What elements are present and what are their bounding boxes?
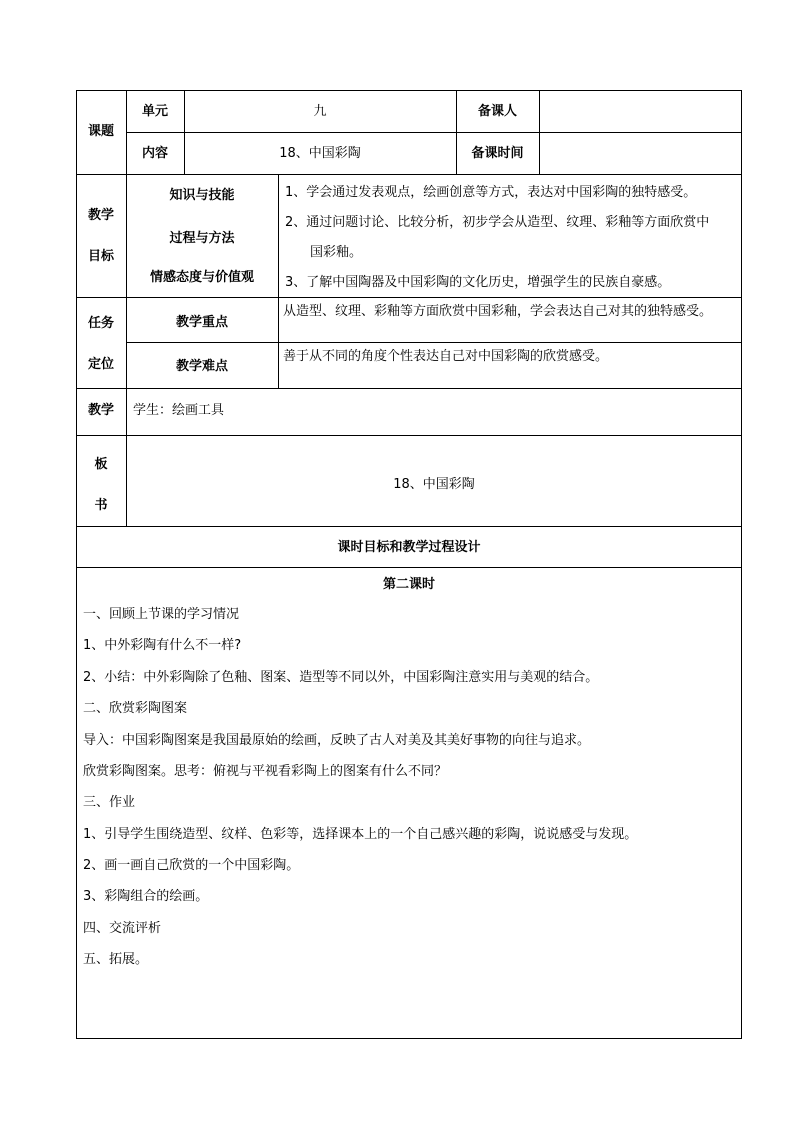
process-line: 欣赏彩陶图案。思考：俯视与平视看彩陶上的图案有什么不同？ bbox=[83, 764, 448, 779]
process-line: 导入：中国彩陶图案是我国最原始的绘画，反映了古人对美及其美好事物的向往与追求。 bbox=[83, 733, 591, 748]
process-line: 一、回顾上节课的学习情况 bbox=[83, 607, 240, 622]
objective-item: 1、学会通过发表观点，绘画创意等方式，表达对中国彩陶的独特感受。 bbox=[285, 185, 697, 200]
unit-value: 九 bbox=[313, 104, 327, 119]
process-line: 1、中外彩陶有什么不一样? bbox=[83, 638, 242, 653]
objective-dimension: 知识与技能 bbox=[169, 188, 235, 203]
process-line: 四、交流评析 bbox=[83, 921, 162, 936]
teaching-focus-text: 从造型、纹理、彩釉等方面欣赏中国彩釉，学会表达自己对其的独特感受。 bbox=[283, 304, 713, 319]
process-line: 1、引导学生围绕造型、纹样、色彩等，选择课本上的一个自己感兴趣的彩陶，说说感受与发现。 bbox=[83, 827, 638, 842]
row-divider bbox=[76, 435, 742, 436]
content-label: 内容 bbox=[141, 146, 168, 161]
teaching-focus-label: 教学重点 bbox=[175, 315, 228, 330]
process-line: 3、彩陶组合的绘画。 bbox=[83, 889, 209, 904]
board-label: 书 bbox=[94, 498, 108, 513]
process-line: 三、作业 bbox=[83, 795, 136, 810]
process-line: 二、欣赏彩陶图案 bbox=[83, 701, 188, 716]
objective-item: 2、通过问题讨论、比较分析，初步学会从造型、纹理、彩釉等方面欣赏中 bbox=[285, 215, 710, 230]
row-divider bbox=[76, 526, 742, 527]
teaching-difficulty-label: 教学难点 bbox=[175, 359, 228, 374]
prep-time-label: 备课时间 bbox=[471, 146, 524, 161]
objective-dimension: 情感态度与价值观 bbox=[149, 270, 254, 285]
board-text: 18、中国彩陶 bbox=[393, 477, 475, 492]
process-line: 2、画一画自己欣赏的一个中国彩陶。 bbox=[83, 858, 300, 873]
process-line: 2、小结：中外彩陶除了色釉、图案、造型等不同以外，中国彩陶注意实用与美观的结合。 bbox=[83, 670, 599, 685]
row-divider bbox=[76, 388, 742, 389]
objectives-label: 目标 bbox=[87, 249, 114, 264]
topic-label: 课题 bbox=[87, 124, 114, 139]
objective-dimension: 过程与方法 bbox=[169, 231, 235, 246]
row-divider bbox=[126, 132, 742, 133]
task-label: 任务 bbox=[87, 316, 114, 331]
task-label: 定位 bbox=[87, 357, 114, 372]
content-value: 18、中国彩陶 bbox=[279, 146, 361, 161]
col-divider bbox=[278, 174, 279, 388]
process-line: 五、拓展。 bbox=[83, 952, 149, 967]
teaching-difficulty-text: 善于从不同的角度个性表达自己对中国彩陶的欣赏感受。 bbox=[283, 349, 609, 364]
board-label: 板 bbox=[94, 457, 108, 472]
lesson-title: 第二课时 bbox=[382, 577, 435, 592]
objective-item: 3、了解中国陶器及中国彩陶的文化历史，增强学生的民族自豪感。 bbox=[285, 275, 671, 290]
unit-label: 单元 bbox=[141, 104, 168, 119]
objective-item: 国彩釉。 bbox=[310, 245, 363, 260]
row-divider bbox=[126, 342, 742, 343]
preparer-label: 备课人 bbox=[477, 104, 517, 119]
objectives-label: 教学 bbox=[87, 208, 114, 223]
row-divider bbox=[76, 174, 742, 175]
row-divider bbox=[76, 567, 742, 568]
row-divider bbox=[76, 297, 742, 298]
design-header: 课时目标和教学过程设计 bbox=[337, 540, 481, 555]
col-divider bbox=[539, 90, 540, 174]
materials-label: 教学 bbox=[87, 403, 114, 418]
materials-text: 学生：绘画工具 bbox=[133, 403, 225, 418]
